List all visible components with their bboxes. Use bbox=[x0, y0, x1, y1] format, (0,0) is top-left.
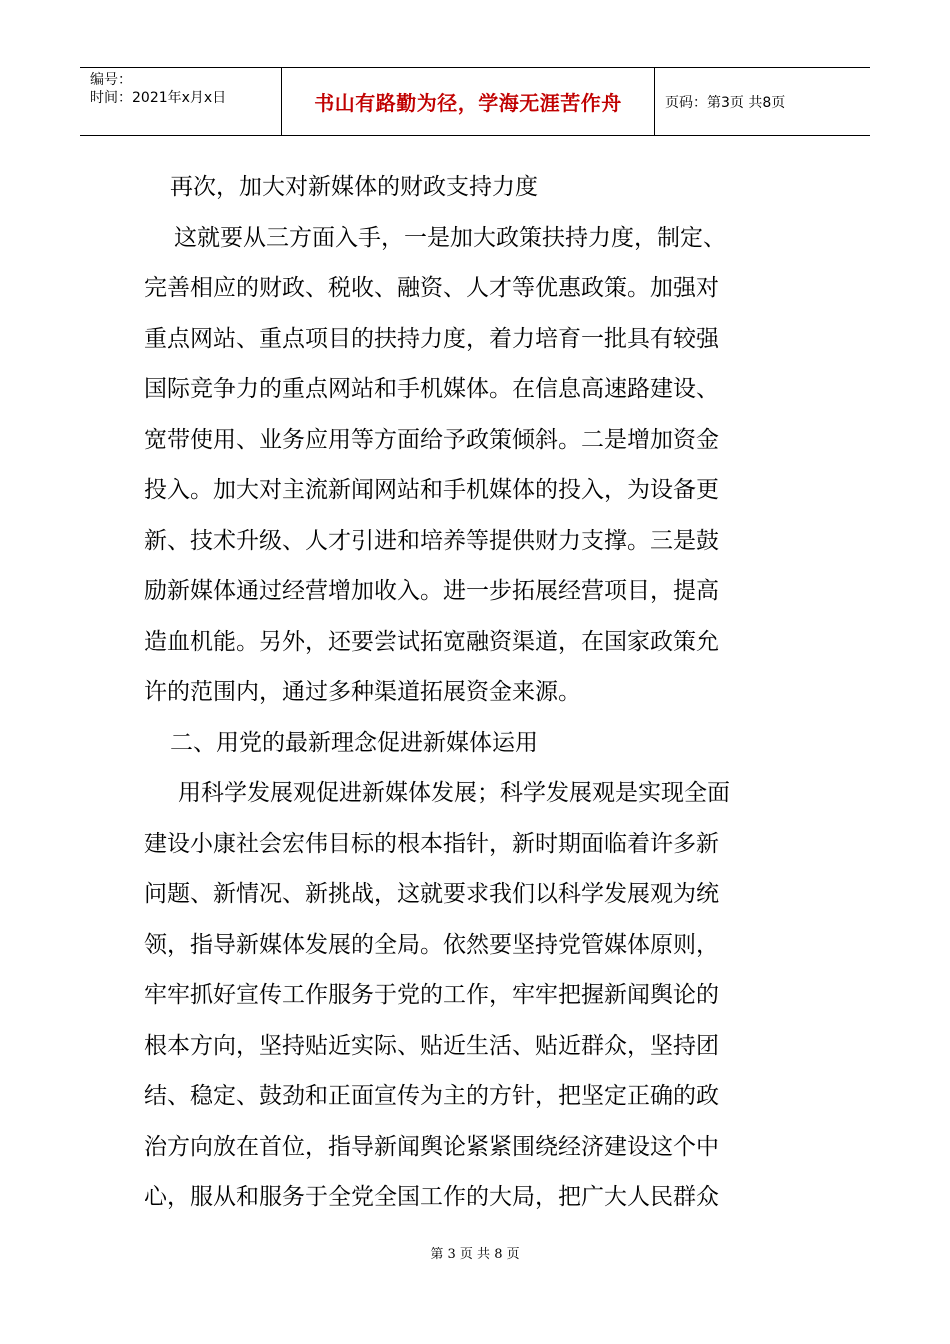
text-line: 这就要从三方面入手，一是加大政策扶持力度，制定、 bbox=[174, 224, 726, 251]
text-line: 建设小康社会宏伟目标的根本指针，新时期面临着许多新 bbox=[144, 830, 719, 857]
text-line: 再次，加大对新媒体的财政支持力度 bbox=[170, 174, 538, 200]
text-line: 国际竞争力的重点网站和手机媒体。在信息高速路建设、 bbox=[144, 376, 719, 402]
text-line: 许的范围内，通过多种渠道拓展资金来源。 bbox=[144, 679, 581, 705]
paragraph-2 bbox=[144, 768, 814, 1223]
header-motto: 书山有路勤为径，学海无涯苦作舟 bbox=[282, 68, 655, 135]
time-label: 时间：2021年x月x日 bbox=[90, 90, 227, 106]
text-line: 结、稳定、鼓劲和正面宣传为主的方针，把坚定正确的政 bbox=[144, 1083, 719, 1109]
text-line: 造血机能。另外，还要尝试拓宽融资渠道，在国家政策允 bbox=[144, 628, 719, 655]
text-line: 牢牢抓好宣传工作服务于党的工作，牢牢把握新闻舆论的 bbox=[144, 982, 719, 1008]
text-line: 领，指导新媒体发展的全局。依然要坚持党管媒体原则， bbox=[144, 931, 719, 958]
paragraph-heading-2 bbox=[144, 718, 814, 769]
number-label: 编号： bbox=[90, 72, 132, 88]
text-line: 用科学发展观促进新媒体发展；科学发展观是实现全面 bbox=[178, 780, 730, 806]
paragraph-heading-1 bbox=[144, 162, 814, 213]
text-line: 投入。加大对主流新闻网站和手机媒体的投入，为设备更 bbox=[144, 477, 719, 503]
text-line: 宽带使用、业务应用等方面给予政策倾斜。二是增加资金 bbox=[144, 426, 719, 453]
text-line: 励新媒体通过经营增加收入。进一步拓展经营项目，提高 bbox=[144, 578, 719, 604]
text-line: 心，服从和服务于全党全国工作的大局，把广大人民群众 bbox=[144, 1184, 719, 1210]
header-page-code: 页码：第3页 共8页 bbox=[665, 94, 786, 111]
paragraph-1 bbox=[144, 213, 814, 718]
document-header bbox=[80, 67, 870, 136]
text-line: 新、技术升级、人才引进和培养等提供财力支撑。三是鼓 bbox=[144, 527, 719, 554]
text-line: 二、用党的最新理念促进新媒体运用 bbox=[170, 729, 538, 756]
document-body bbox=[144, 162, 814, 1223]
text-line: 问题、新情况、新挑战，这就要求我们以科学发展观为统 bbox=[144, 881, 719, 907]
text-line: 完善相应的财政、税收、融资、人才等优惠政策。加强对 bbox=[144, 275, 719, 301]
text-line: 治方向放在首位，指导新闻舆论紧紧围绕经济建设这个中 bbox=[144, 1133, 719, 1160]
text-line: 根本方向，坚持贴近实际、贴近生活、贴近群众，坚持团 bbox=[144, 1032, 719, 1059]
page-footer: 第 3 页 共 8 页 bbox=[430, 1247, 520, 1262]
text-line: 重点网站、重点项目的扶持力度，着力培育一批具有较强 bbox=[144, 325, 719, 352]
header-meta bbox=[80, 68, 282, 135]
